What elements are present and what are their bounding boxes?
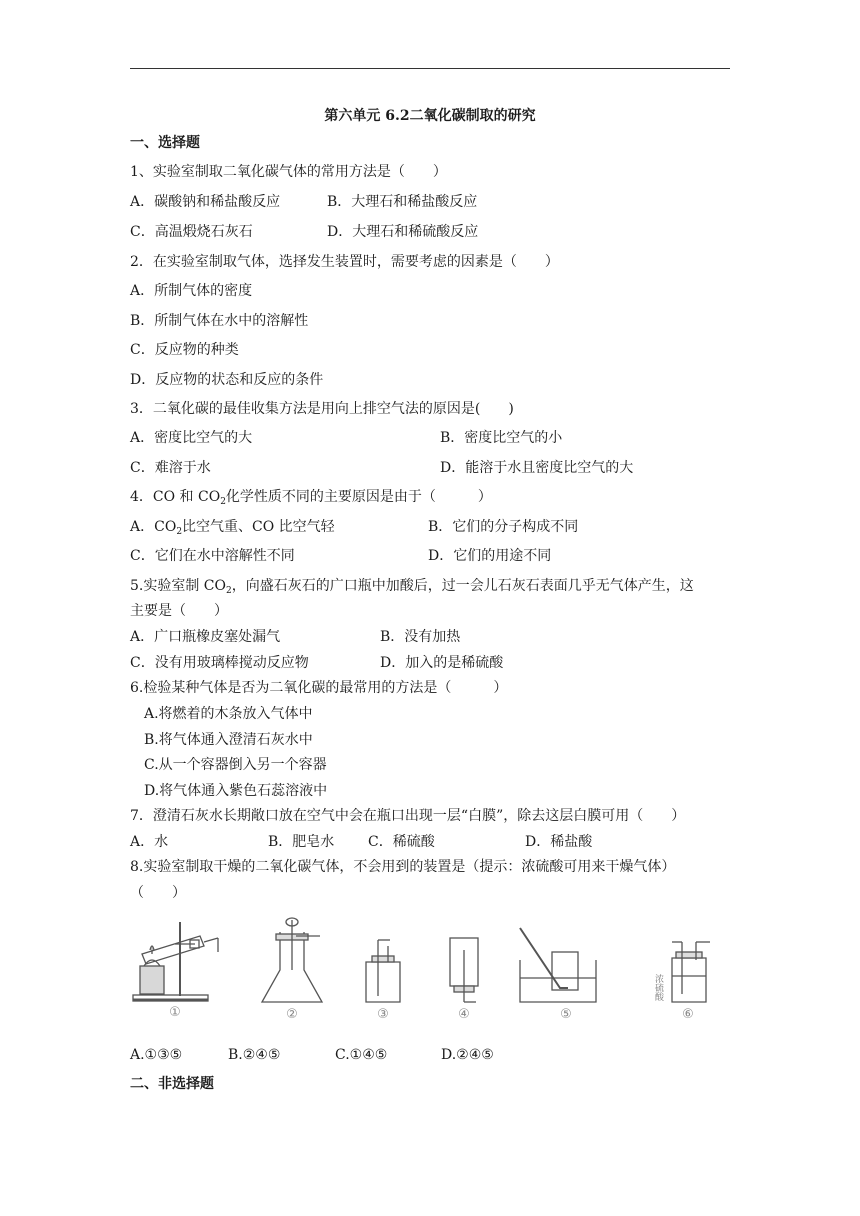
q5-option-b: B．没有加热 (380, 629, 461, 645)
q4-option-a (130, 518, 335, 536)
q5-stem-subscript: 2 (226, 586, 232, 596)
q7-option-a: A．水 (130, 834, 169, 850)
q6-option-d: D.将气体通入紫色石蕊溶液中 (144, 783, 328, 799)
q2-option-b: B．所制气体在水中的溶解性 (130, 313, 309, 329)
q1-option-b: B．大理石和稀盐酸反应 (327, 194, 478, 210)
q1-option-c: C．高温煅烧石灰石 (130, 224, 253, 240)
figure-label-5: ⑤ (560, 1007, 572, 1022)
figure-label-3: ③ (377, 1007, 389, 1022)
apparatus-illustration (120, 910, 740, 1035)
q3-option-a: A．密度比空气的大 (130, 430, 253, 446)
q3-option-b: B．密度比空气的小 (440, 430, 563, 446)
q2-option-a: A．所制气体的密度 (130, 283, 253, 299)
q4-stem (130, 488, 492, 506)
q7-stem: 7．澄清石灰水长期敞口放在空气中会在瓶口出现一层“白膜”，除去这层白膜可用（ ） (130, 808, 686, 824)
apparatus-1-heating-tube (133, 922, 218, 1020)
q5-option-d: D．加入的是稀硫酸 (380, 655, 504, 671)
apparatus-6-washing-bottle (653, 942, 710, 1022)
apparatus-2-flask-funnel (262, 918, 322, 1022)
figure-label-2: ② (286, 1007, 298, 1022)
section-heading-nonchoice: 二、非选择题 (130, 1076, 214, 1092)
q4-option-b: B．它们的分子构成不同 (428, 519, 579, 535)
q4-stem-subscript: 2 (220, 497, 226, 507)
document-title: 第六单元 6.2二氧化碳制取的研究 (324, 108, 536, 124)
q1-option-d: D．大理石和稀硫酸反应 (327, 224, 479, 240)
header-rule (130, 68, 730, 69)
acid-label: 浓硫酸 (653, 974, 663, 1001)
q2-option-d: D．反应物的状态和反应的条件 (130, 372, 324, 388)
apparatus-3-bottle (366, 940, 400, 1022)
apparatus-4-inverted-bottle (450, 938, 478, 1022)
q8-option-b: B.②④⑤ (228, 1047, 281, 1063)
q4-option-a-subscript: 2 (176, 527, 183, 537)
q4-stem-pre: 4．CO 和 CO (130, 489, 221, 505)
apparatus-figures (120, 910, 740, 1035)
apparatus-5-water-trough (520, 928, 596, 1022)
q3-option-d: D．能溶于水且密度比空气的大 (440, 460, 634, 476)
q8-answer-paren: （ ） (130, 885, 186, 901)
q8-option-c: C.①④⑤ (335, 1047, 388, 1063)
q6-option-a: A.将燃着的木条放入气体中 (144, 706, 313, 722)
q5-stem-continued: 主要是（ ） (130, 603, 228, 619)
q6-option-b: B.将气体通入澄清石灰水中 (144, 732, 313, 748)
q6-option-c: C.从一个容器倒入另一个容器 (144, 757, 327, 773)
q1-option-a: A．碳酸钠和稀盐酸反应 (130, 194, 281, 210)
q4-option-c: C．它们在水中溶解性不同 (130, 548, 295, 564)
q8-stem: 8.实验室制取干燥的二氧化碳气体，不会用到的装置是（提示：浓硫酸可用来干燥气体） (130, 859, 676, 875)
q3-option-c: C．难溶于水 (130, 460, 211, 476)
q6-stem: 6.检验某种气体是否为二氧化碳的最常用的方法是（ ） (130, 680, 508, 696)
q7-option-b: B．肥皂水 (268, 834, 335, 850)
q5-stem (130, 577, 694, 595)
q7-option-d: D．稀盐酸 (525, 834, 593, 850)
figure-label-1: ① (169, 1005, 181, 1020)
q5-option-a: A．广口瓶橡皮塞处漏气 (130, 629, 281, 645)
q1-stem: 1、实验室制取二氧化碳气体的常用方法是（ ） (130, 164, 447, 180)
figure-label-4: ④ (458, 1007, 470, 1022)
q5-stem-pre: 5.实验室制 CO (130, 578, 226, 594)
figure-label-6: ⑥ (682, 1007, 694, 1022)
q5-option-c: C．没有用玻璃棒搅动反应物 (130, 655, 309, 671)
q8-option-d: D.②④⑤ (441, 1047, 494, 1063)
q4-option-a-post: 比空气重、CO 比空气轻 (182, 519, 335, 535)
q2-stem: 2．在实验室制取气体，选择发生装置时，需要考虑的因素是（ ） (130, 254, 559, 270)
q4-option-a-pre: A．CO (130, 519, 177, 535)
q2-option-c: C．反应物的种类 (130, 342, 239, 358)
q4-option-d: D．它们的用途不同 (428, 548, 552, 564)
q7-option-c: C．稀硫酸 (368, 834, 435, 850)
section-heading-choice: 一、选择题 (130, 135, 200, 151)
q5-stem-post: ，向盛石灰石的广口瓶中加酸后，过一会儿石灰石表面几乎无气体产生，这 (231, 578, 694, 594)
q4-stem-post: 化学性质不同的主要原因是由于（ ） (225, 489, 492, 505)
q8-option-a: A.①③⑤ (130, 1047, 183, 1063)
q3-stem: 3．二氧化碳的最佳收集方法是用向上排空气法的原因是( ) (130, 401, 514, 417)
